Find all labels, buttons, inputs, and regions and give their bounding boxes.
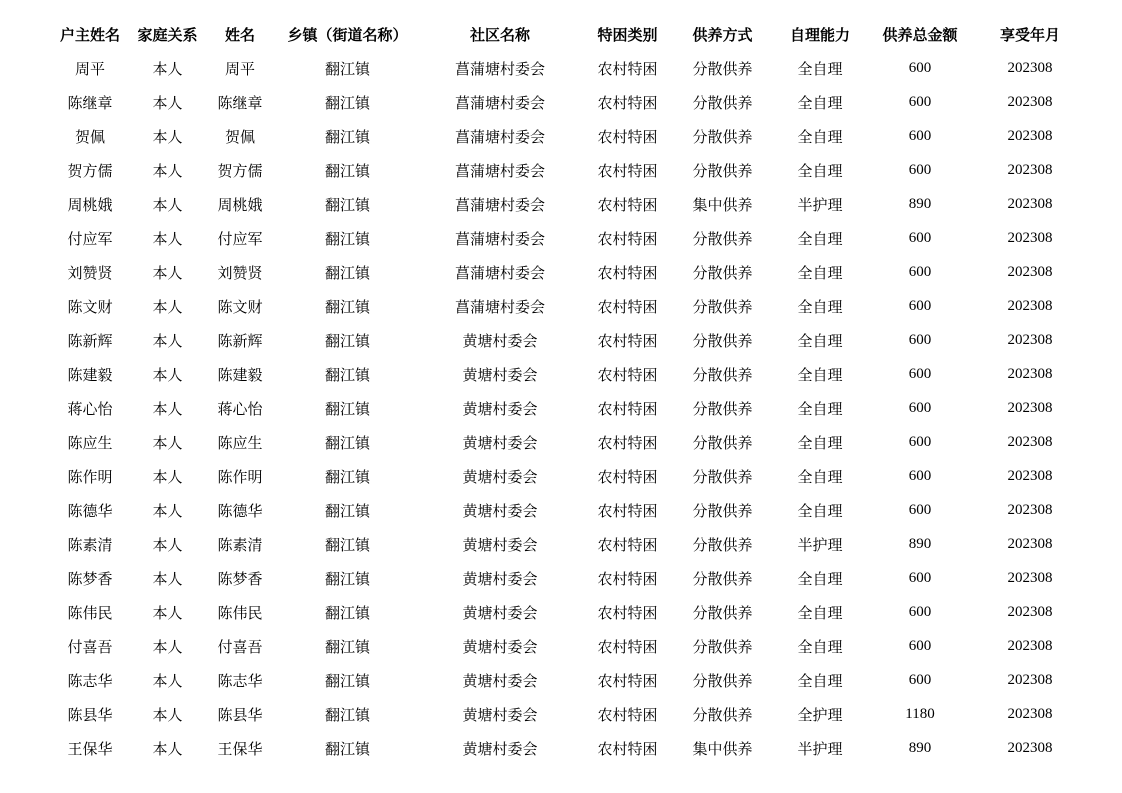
cell-benefit-month: 202308 bbox=[1007, 637, 1053, 654]
cell-member-name: 陈梦香 bbox=[217, 569, 263, 588]
cell-township: 翻江镇 bbox=[324, 739, 370, 758]
table-row bbox=[50, 425, 1090, 459]
cell-self-care-ability: 半护理 bbox=[797, 195, 843, 214]
cell-household-head-name: 陈梦香 bbox=[67, 569, 113, 588]
cell-hardship-category: 农村特困 bbox=[597, 739, 658, 758]
table-row bbox=[50, 459, 1090, 493]
cell-support-method: 分散供养 bbox=[692, 399, 753, 418]
cell-support-method: 分散供养 bbox=[692, 535, 753, 554]
cell-self-care-ability: 全自理 bbox=[797, 433, 843, 452]
cell-community-name: 黄塘村委会 bbox=[462, 739, 538, 758]
cell-benefit-month: 202308 bbox=[1007, 535, 1053, 552]
header-row bbox=[50, 17, 1090, 51]
cell-self-care-ability: 半护理 bbox=[797, 739, 843, 758]
cell-member-name: 周桃娥 bbox=[217, 195, 263, 214]
cell-benefit-month: 202308 bbox=[1007, 739, 1053, 756]
cell-family-relation: 本人 bbox=[152, 263, 183, 282]
cell-family-relation: 本人 bbox=[152, 161, 183, 180]
table-row bbox=[50, 663, 1090, 697]
table-row bbox=[50, 357, 1090, 391]
cell-household-head-name: 陈县华 bbox=[67, 705, 113, 724]
cell-township: 翻江镇 bbox=[324, 297, 370, 316]
cell-self-care-ability: 全自理 bbox=[797, 297, 843, 316]
header-self-care-ability: 自理能力 bbox=[789, 25, 850, 44]
header-family-relation: 家庭关系 bbox=[137, 25, 198, 44]
cell-support-amount: 600 bbox=[908, 603, 932, 620]
cell-self-care-ability: 全自理 bbox=[797, 161, 843, 180]
cell-self-care-ability: 全自理 bbox=[797, 93, 843, 112]
cell-household-head-name: 陈志华 bbox=[67, 671, 113, 690]
cell-household-head-name: 周桃娥 bbox=[67, 195, 113, 214]
cell-member-name: 付应军 bbox=[217, 229, 263, 248]
cell-family-relation: 本人 bbox=[152, 365, 183, 384]
cell-household-head-name: 付喜吾 bbox=[67, 637, 113, 656]
cell-household-head-name: 贺方儒 bbox=[67, 161, 113, 180]
cell-member-name: 陈伟民 bbox=[217, 603, 263, 622]
cell-support-amount: 600 bbox=[908, 501, 932, 518]
cell-support-amount: 600 bbox=[908, 399, 932, 416]
cell-support-amount: 600 bbox=[908, 263, 932, 280]
cell-hardship-category: 农村特困 bbox=[597, 603, 658, 622]
table-row bbox=[50, 561, 1090, 595]
cell-household-head-name: 王保华 bbox=[67, 739, 113, 758]
cell-member-name: 陈文财 bbox=[217, 297, 263, 316]
cell-support-amount: 600 bbox=[908, 637, 932, 654]
table-row bbox=[50, 221, 1090, 255]
cell-support-method: 分散供养 bbox=[692, 467, 753, 486]
cell-benefit-month: 202308 bbox=[1007, 501, 1053, 518]
cell-benefit-month: 202308 bbox=[1007, 195, 1053, 212]
cell-self-care-ability: 全护理 bbox=[797, 705, 843, 724]
cell-community-name: 黄塘村委会 bbox=[462, 433, 538, 452]
header-community-name: 社区名称 bbox=[469, 25, 530, 44]
roster-sheet bbox=[0, 17, 1122, 765]
cell-support-amount: 600 bbox=[908, 229, 932, 246]
table-row bbox=[50, 187, 1090, 221]
cell-household-head-name: 付应军 bbox=[67, 229, 113, 248]
cell-support-amount: 600 bbox=[908, 331, 932, 348]
table-row bbox=[50, 289, 1090, 323]
cell-community-name: 黄塘村委会 bbox=[462, 365, 538, 384]
cell-benefit-month: 202308 bbox=[1007, 569, 1053, 586]
table-row bbox=[50, 255, 1090, 289]
cell-household-head-name: 周平 bbox=[74, 59, 105, 78]
cell-support-method: 集中供养 bbox=[692, 739, 753, 758]
cell-hardship-category: 农村特困 bbox=[597, 637, 658, 656]
cell-family-relation: 本人 bbox=[152, 59, 183, 78]
cell-township: 翻江镇 bbox=[324, 603, 370, 622]
header-benefit-month: 享受年月 bbox=[999, 25, 1060, 44]
cell-township: 翻江镇 bbox=[324, 399, 370, 418]
cell-benefit-month: 202308 bbox=[1007, 467, 1053, 484]
cell-support-amount: 600 bbox=[908, 59, 932, 76]
cell-support-amount: 600 bbox=[908, 297, 932, 314]
cell-member-name: 陈继章 bbox=[217, 93, 263, 112]
table-row bbox=[50, 391, 1090, 425]
cell-hardship-category: 农村特困 bbox=[597, 569, 658, 588]
cell-member-name: 周平 bbox=[224, 59, 255, 78]
cell-township: 翻江镇 bbox=[324, 127, 370, 146]
cell-household-head-name: 陈德华 bbox=[67, 501, 113, 520]
table-row bbox=[50, 731, 1090, 765]
cell-family-relation: 本人 bbox=[152, 331, 183, 350]
table-row bbox=[50, 85, 1090, 119]
cell-family-relation: 本人 bbox=[152, 195, 183, 214]
cell-township: 翻江镇 bbox=[324, 195, 370, 214]
cell-support-method: 分散供养 bbox=[692, 365, 753, 384]
cell-support-method: 分散供养 bbox=[692, 59, 753, 78]
table-row bbox=[50, 527, 1090, 561]
header-household-head-name: 户主姓名 bbox=[59, 25, 120, 44]
cell-township: 翻江镇 bbox=[324, 501, 370, 520]
cell-support-method: 分散供养 bbox=[692, 637, 753, 656]
cell-self-care-ability: 全自理 bbox=[797, 603, 843, 622]
cell-community-name: 黄塘村委会 bbox=[462, 331, 538, 350]
cell-support-method: 分散供养 bbox=[692, 433, 753, 452]
cell-township: 翻江镇 bbox=[324, 263, 370, 282]
cell-family-relation: 本人 bbox=[152, 535, 183, 554]
cell-township: 翻江镇 bbox=[324, 433, 370, 452]
cell-community-name: 菖蒲塘村委会 bbox=[454, 263, 545, 282]
cell-household-head-name: 陈建毅 bbox=[67, 365, 113, 384]
cell-hardship-category: 农村特困 bbox=[597, 501, 658, 520]
cell-support-method: 集中供养 bbox=[692, 195, 753, 214]
cell-support-amount: 890 bbox=[908, 195, 932, 212]
table-body bbox=[50, 51, 1090, 765]
cell-benefit-month: 202308 bbox=[1007, 331, 1053, 348]
cell-community-name: 菖蒲塘村委会 bbox=[454, 93, 545, 112]
cell-hardship-category: 农村特困 bbox=[597, 161, 658, 180]
table-row bbox=[50, 595, 1090, 629]
cell-family-relation: 本人 bbox=[152, 501, 183, 520]
cell-household-head-name: 刘赞贤 bbox=[67, 263, 113, 282]
cell-community-name: 菖蒲塘村委会 bbox=[454, 161, 545, 180]
cell-member-name: 贺佩 bbox=[224, 127, 255, 146]
table-row bbox=[50, 629, 1090, 663]
cell-member-name: 陈县华 bbox=[217, 705, 263, 724]
cell-community-name: 菖蒲塘村委会 bbox=[454, 195, 545, 214]
cell-township: 翻江镇 bbox=[324, 569, 370, 588]
cell-hardship-category: 农村特困 bbox=[597, 535, 658, 554]
cell-family-relation: 本人 bbox=[152, 705, 183, 724]
cell-household-head-name: 陈新辉 bbox=[67, 331, 113, 350]
cell-hardship-category: 农村特困 bbox=[597, 93, 658, 112]
cell-hardship-category: 农村特困 bbox=[597, 59, 658, 78]
header-township: 乡镇（街道名称） bbox=[287, 25, 408, 44]
cell-self-care-ability: 全自理 bbox=[797, 127, 843, 146]
cell-township: 翻江镇 bbox=[324, 467, 370, 486]
cell-family-relation: 本人 bbox=[152, 93, 183, 112]
cell-self-care-ability: 全自理 bbox=[797, 637, 843, 656]
cell-support-amount: 890 bbox=[908, 535, 932, 552]
cell-household-head-name: 陈作明 bbox=[67, 467, 113, 486]
cell-benefit-month: 202308 bbox=[1007, 229, 1053, 246]
cell-community-name: 黄塘村委会 bbox=[462, 671, 538, 690]
cell-self-care-ability: 全自理 bbox=[797, 331, 843, 350]
cell-support-method: 分散供养 bbox=[692, 569, 753, 588]
cell-benefit-month: 202308 bbox=[1007, 161, 1053, 178]
cell-hardship-category: 农村特困 bbox=[597, 671, 658, 690]
cell-household-head-name: 陈应生 bbox=[67, 433, 113, 452]
cell-support-amount: 600 bbox=[908, 467, 932, 484]
cell-support-method: 分散供养 bbox=[692, 705, 753, 724]
cell-member-name: 王保华 bbox=[217, 739, 263, 758]
cell-member-name: 付喜吾 bbox=[217, 637, 263, 656]
cell-hardship-category: 农村特困 bbox=[597, 705, 658, 724]
cell-support-amount: 600 bbox=[908, 671, 932, 688]
cell-support-method: 分散供养 bbox=[692, 127, 753, 146]
cell-support-method: 分散供养 bbox=[692, 331, 753, 350]
cell-self-care-ability: 全自理 bbox=[797, 59, 843, 78]
cell-benefit-month: 202308 bbox=[1007, 365, 1053, 382]
cell-support-amount: 600 bbox=[908, 127, 932, 144]
cell-member-name: 陈素清 bbox=[217, 535, 263, 554]
header-support-amount: 供养总金额 bbox=[882, 25, 958, 44]
cell-support-amount: 600 bbox=[908, 93, 932, 110]
support-roster-table bbox=[50, 17, 1090, 765]
cell-community-name: 菖蒲塘村委会 bbox=[454, 59, 545, 78]
cell-benefit-month: 202308 bbox=[1007, 59, 1053, 76]
cell-self-care-ability: 全自理 bbox=[797, 501, 843, 520]
cell-hardship-category: 农村特困 bbox=[597, 365, 658, 384]
cell-household-head-name: 陈文财 bbox=[67, 297, 113, 316]
cell-community-name: 黄塘村委会 bbox=[462, 705, 538, 724]
cell-community-name: 黄塘村委会 bbox=[462, 467, 538, 486]
cell-hardship-category: 农村特困 bbox=[597, 263, 658, 282]
cell-benefit-month: 202308 bbox=[1007, 603, 1053, 620]
cell-community-name: 黄塘村委会 bbox=[462, 501, 538, 520]
cell-self-care-ability: 全自理 bbox=[797, 467, 843, 486]
cell-hardship-category: 农村特困 bbox=[597, 297, 658, 316]
cell-support-method: 分散供养 bbox=[692, 501, 753, 520]
cell-support-method: 分散供养 bbox=[692, 671, 753, 690]
cell-family-relation: 本人 bbox=[152, 127, 183, 146]
cell-member-name: 蒋心怡 bbox=[217, 399, 263, 418]
cell-hardship-category: 农村特困 bbox=[597, 467, 658, 486]
cell-hardship-category: 农村特困 bbox=[597, 433, 658, 452]
table-row bbox=[50, 323, 1090, 357]
table-row bbox=[50, 51, 1090, 85]
header-support-method: 供养方式 bbox=[692, 25, 753, 44]
cell-benefit-month: 202308 bbox=[1007, 399, 1053, 416]
cell-self-care-ability: 全自理 bbox=[797, 569, 843, 588]
cell-household-head-name: 陈继章 bbox=[67, 93, 113, 112]
cell-support-method: 分散供养 bbox=[692, 161, 753, 180]
cell-self-care-ability: 全自理 bbox=[797, 671, 843, 690]
cell-self-care-ability: 半护理 bbox=[797, 535, 843, 554]
cell-township: 翻江镇 bbox=[324, 229, 370, 248]
cell-family-relation: 本人 bbox=[152, 399, 183, 418]
cell-community-name: 黄塘村委会 bbox=[462, 603, 538, 622]
cell-member-name: 刘赞贤 bbox=[217, 263, 263, 282]
cell-support-amount: 890 bbox=[908, 739, 932, 756]
cell-support-method: 分散供养 bbox=[692, 263, 753, 282]
cell-township: 翻江镇 bbox=[324, 535, 370, 554]
table-row bbox=[50, 119, 1090, 153]
cell-household-head-name: 贺佩 bbox=[74, 127, 105, 146]
cell-member-name: 贺方儒 bbox=[217, 161, 263, 180]
cell-family-relation: 本人 bbox=[152, 637, 183, 656]
cell-self-care-ability: 全自理 bbox=[797, 365, 843, 384]
cell-benefit-month: 202308 bbox=[1007, 297, 1053, 314]
cell-hardship-category: 农村特困 bbox=[597, 399, 658, 418]
cell-hardship-category: 农村特困 bbox=[597, 127, 658, 146]
cell-benefit-month: 202308 bbox=[1007, 705, 1053, 722]
cell-family-relation: 本人 bbox=[152, 229, 183, 248]
cell-support-method: 分散供养 bbox=[692, 603, 753, 622]
cell-support-amount: 1180 bbox=[905, 705, 935, 722]
table-row bbox=[50, 493, 1090, 527]
cell-member-name: 陈新辉 bbox=[217, 331, 263, 350]
cell-family-relation: 本人 bbox=[152, 297, 183, 316]
cell-household-head-name: 蒋心怡 bbox=[67, 399, 113, 418]
cell-family-relation: 本人 bbox=[152, 569, 183, 588]
cell-support-amount: 600 bbox=[908, 161, 932, 178]
cell-benefit-month: 202308 bbox=[1007, 671, 1053, 688]
cell-community-name: 菖蒲塘村委会 bbox=[454, 297, 545, 316]
cell-self-care-ability: 全自理 bbox=[797, 229, 843, 248]
cell-township: 翻江镇 bbox=[324, 365, 370, 384]
cell-township: 翻江镇 bbox=[324, 93, 370, 112]
cell-household-head-name: 陈伟民 bbox=[67, 603, 113, 622]
header-member-name: 姓名 bbox=[224, 25, 255, 44]
cell-family-relation: 本人 bbox=[152, 603, 183, 622]
cell-self-care-ability: 全自理 bbox=[797, 263, 843, 282]
cell-support-amount: 600 bbox=[908, 433, 932, 450]
cell-benefit-month: 202308 bbox=[1007, 127, 1053, 144]
cell-community-name: 菖蒲塘村委会 bbox=[454, 229, 545, 248]
cell-member-name: 陈建毅 bbox=[217, 365, 263, 384]
cell-community-name: 黄塘村委会 bbox=[462, 399, 538, 418]
table-row bbox=[50, 697, 1090, 731]
table-row bbox=[50, 153, 1090, 187]
cell-family-relation: 本人 bbox=[152, 467, 183, 486]
cell-hardship-category: 农村特困 bbox=[597, 229, 658, 248]
cell-township: 翻江镇 bbox=[324, 331, 370, 350]
cell-benefit-month: 202308 bbox=[1007, 93, 1053, 110]
cell-community-name: 菖蒲塘村委会 bbox=[454, 127, 545, 146]
cell-township: 翻江镇 bbox=[324, 161, 370, 180]
cell-township: 翻江镇 bbox=[324, 671, 370, 690]
cell-benefit-month: 202308 bbox=[1007, 263, 1053, 280]
cell-township: 翻江镇 bbox=[324, 59, 370, 78]
cell-community-name: 黄塘村委会 bbox=[462, 637, 538, 656]
cell-self-care-ability: 全自理 bbox=[797, 399, 843, 418]
cell-family-relation: 本人 bbox=[152, 433, 183, 452]
cell-household-head-name: 陈素清 bbox=[67, 535, 113, 554]
header-hardship-category: 特困类别 bbox=[597, 25, 658, 44]
cell-community-name: 黄塘村委会 bbox=[462, 535, 538, 554]
cell-member-name: 陈志华 bbox=[217, 671, 263, 690]
cell-community-name: 黄塘村委会 bbox=[462, 569, 538, 588]
cell-benefit-month: 202308 bbox=[1007, 433, 1053, 450]
cell-support-method: 分散供养 bbox=[692, 229, 753, 248]
cell-support-amount: 600 bbox=[908, 569, 932, 586]
cell-support-method: 分散供养 bbox=[692, 93, 753, 112]
cell-support-amount: 600 bbox=[908, 365, 932, 382]
cell-member-name: 陈应生 bbox=[217, 433, 263, 452]
cell-township: 翻江镇 bbox=[324, 637, 370, 656]
cell-family-relation: 本人 bbox=[152, 671, 183, 690]
cell-hardship-category: 农村特困 bbox=[597, 195, 658, 214]
cell-township: 翻江镇 bbox=[324, 705, 370, 724]
cell-family-relation: 本人 bbox=[152, 739, 183, 758]
cell-member-name: 陈德华 bbox=[217, 501, 263, 520]
cell-member-name: 陈作明 bbox=[217, 467, 263, 486]
cell-hardship-category: 农村特困 bbox=[597, 331, 658, 350]
cell-support-method: 分散供养 bbox=[692, 297, 753, 316]
